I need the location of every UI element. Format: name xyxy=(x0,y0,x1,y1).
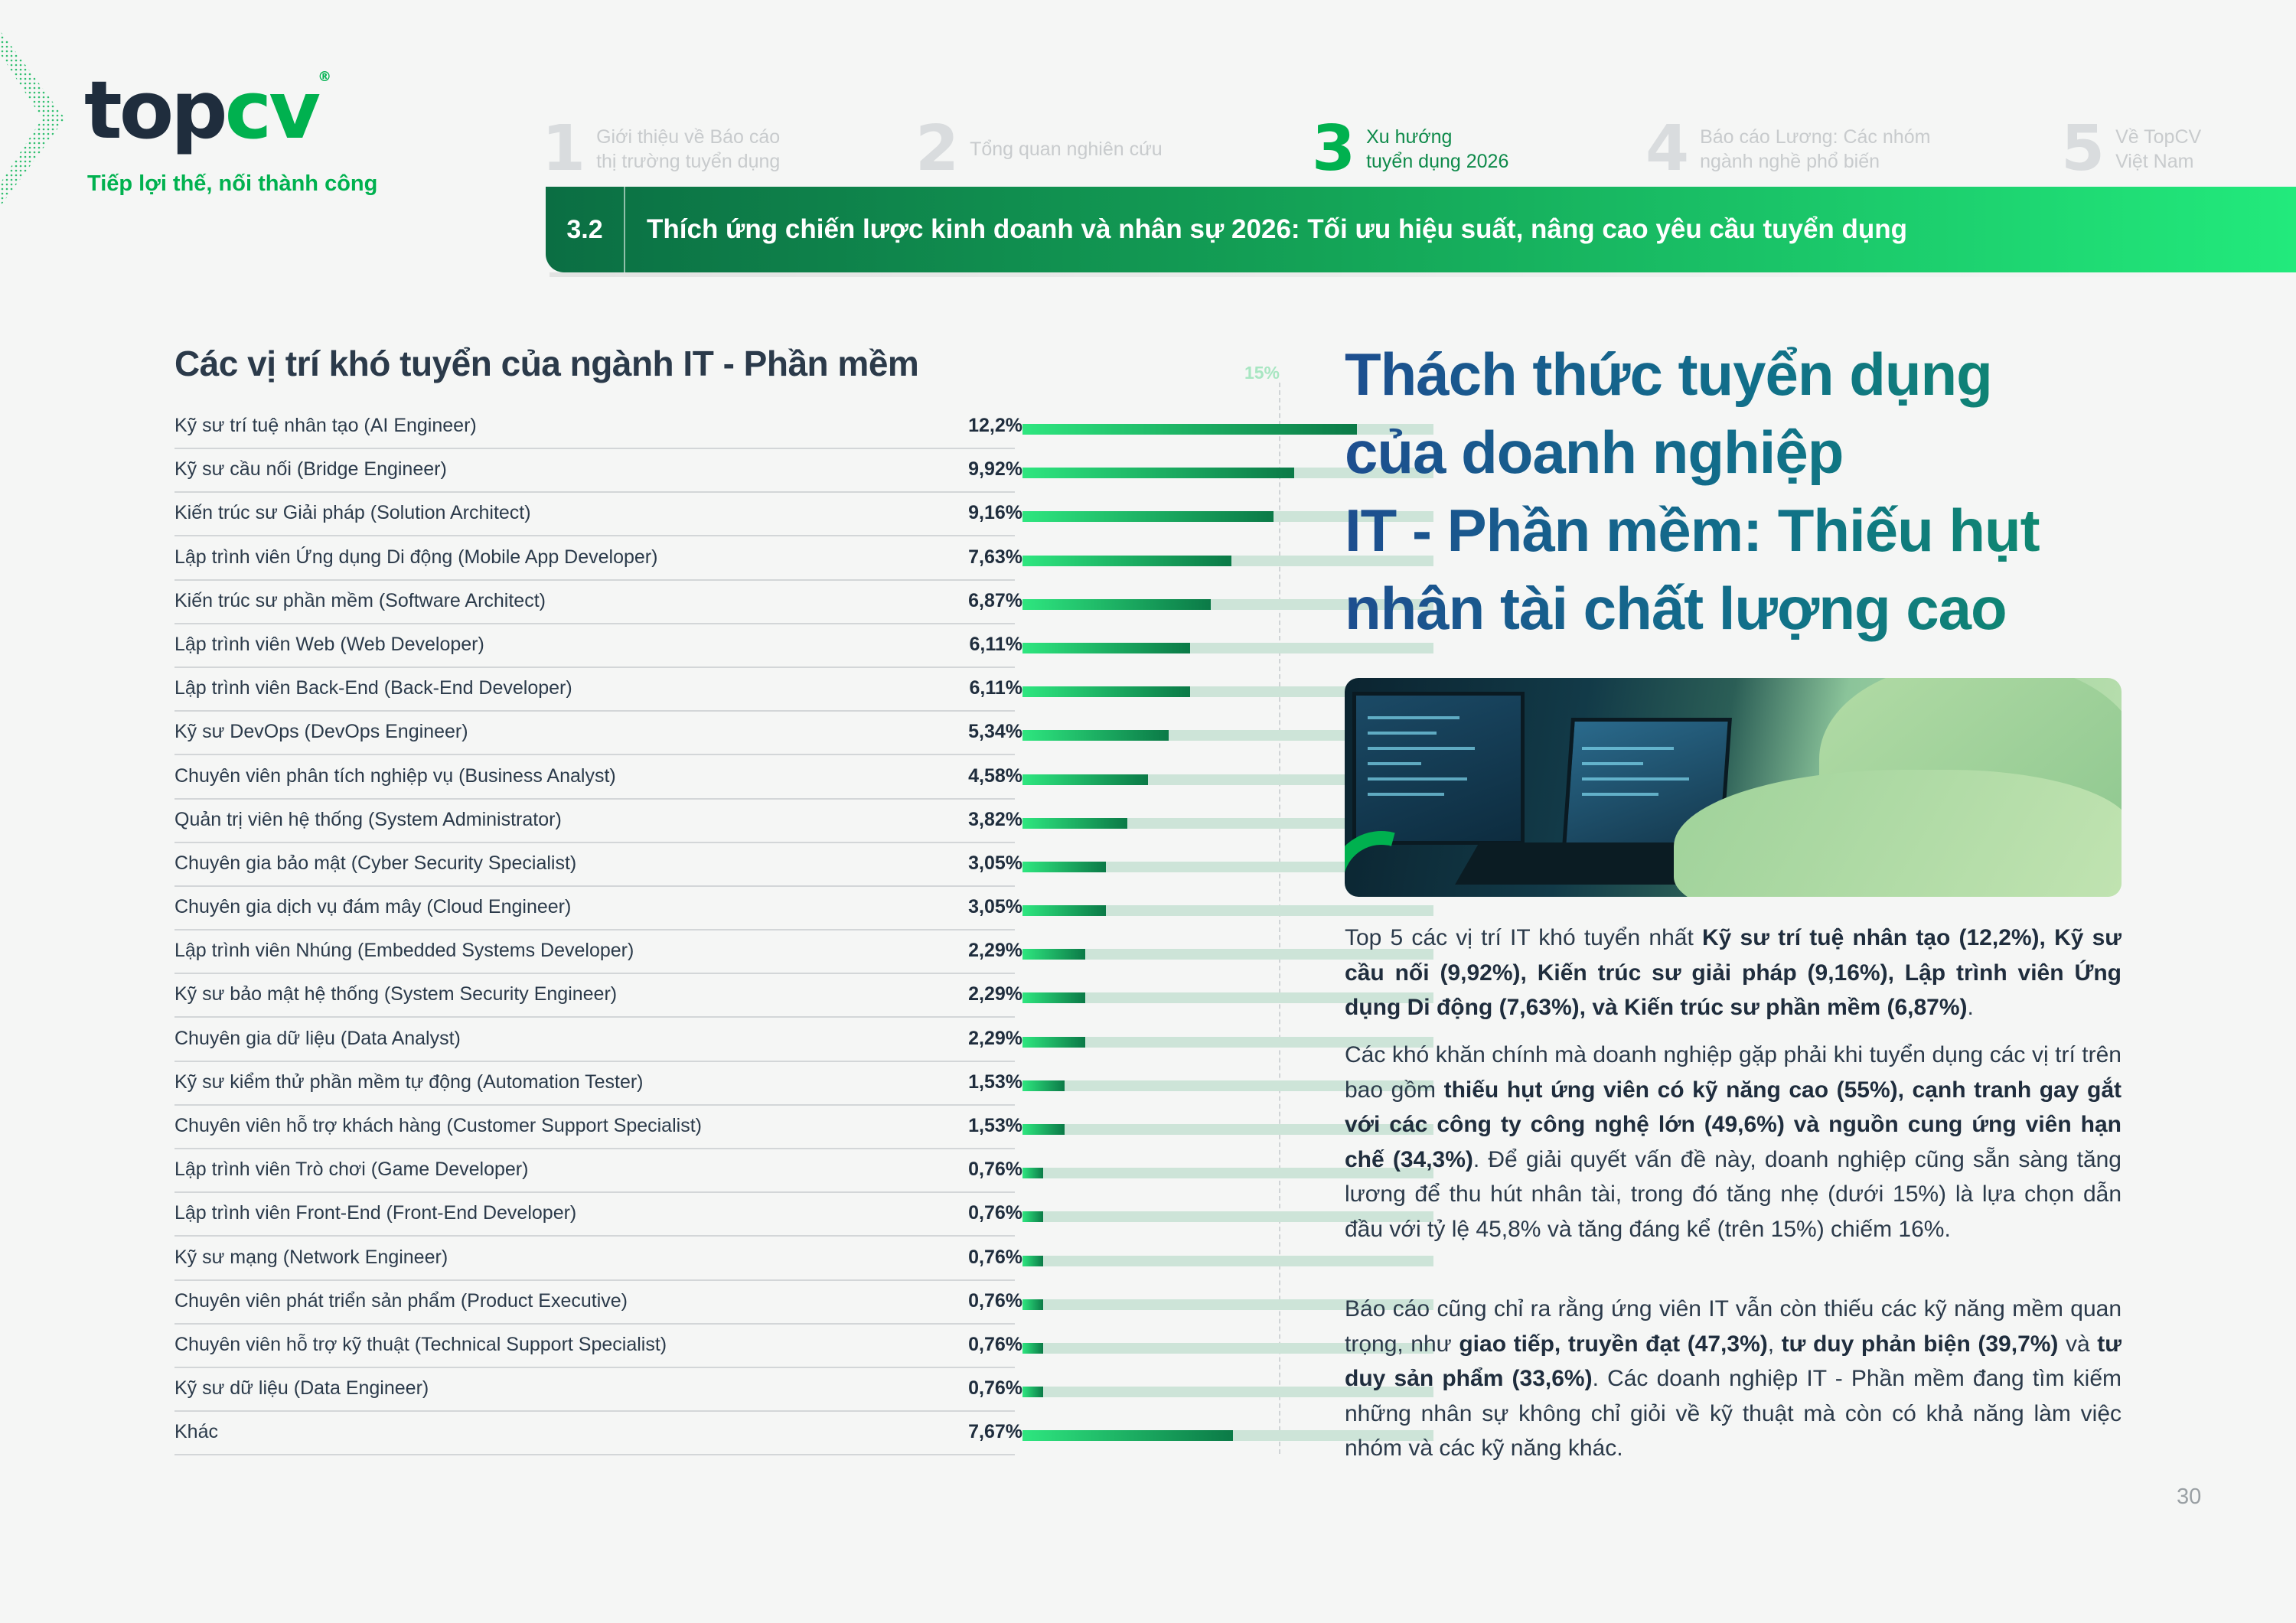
value-label: 3,82% xyxy=(968,808,1022,830)
value-label: 2,29% xyxy=(968,1027,1022,1049)
bar-chart xyxy=(174,406,1281,1456)
row-divider xyxy=(174,1454,1015,1455)
chart-row xyxy=(174,406,1281,449)
bar xyxy=(1022,1124,1065,1135)
section-banner xyxy=(546,187,2296,272)
paragraph-challenges xyxy=(1345,1038,2122,1247)
bar xyxy=(1022,556,1231,566)
step-number: 3 xyxy=(1312,112,1356,185)
step-number: 4 xyxy=(1645,112,1690,185)
step-label: Báo cáo Lương: Các nhóm xyxy=(1700,126,1931,148)
bar-track xyxy=(1022,905,1433,916)
bar xyxy=(1022,1211,1043,1222)
value-label: 6,11% xyxy=(969,633,1022,655)
value-label: 7,63% xyxy=(968,546,1022,568)
chart-row xyxy=(174,624,1281,668)
step-number: 5 xyxy=(2061,112,2105,185)
developer-photo xyxy=(1345,678,2122,897)
nav-step-2[interactable] xyxy=(915,107,1199,191)
page-number: 30 xyxy=(2177,1484,2202,1509)
nav-step-1[interactable] xyxy=(542,107,826,191)
monitor-left xyxy=(1352,692,1525,845)
bar xyxy=(1022,1343,1043,1354)
bar xyxy=(1022,599,1211,610)
value-label: 9,92% xyxy=(968,458,1022,481)
value-label: 12,2% xyxy=(968,415,1022,436)
value-label: 1,53% xyxy=(968,1115,1022,1136)
step-label: Tổng quan nghiên cứu xyxy=(970,139,1163,160)
body-text: . xyxy=(1967,995,1974,1020)
body-text: Top 5 các vị trí IT khó tuyển nhất xyxy=(1345,925,1702,950)
headline-line-4: nhân tài chất lượng cao xyxy=(1345,569,2263,647)
category-label: Lập trình viên Trò chơi (Game Developer) xyxy=(174,1159,529,1181)
value-label: 0,76% xyxy=(968,1333,1022,1355)
value-label: 7,67% xyxy=(968,1421,1022,1443)
bar xyxy=(1022,905,1106,916)
body-text: . Để giải quyết vấn đề này, doanh nghiệp cũng sẵn sàng tăng lương để thu hút nhân tài, trong đó tăng nhẹ (dưới 15%) là lựa chọn dẫn đầu với tỷ lệ 45,8% và tăng đáng kể (trên 15%) chiếm 16%. xyxy=(1345,1146,2122,1242)
value-label: 0,76% xyxy=(968,1289,1022,1312)
logo-decoration xyxy=(0,31,69,207)
bar xyxy=(1022,1080,1065,1091)
chart-row xyxy=(174,1062,1281,1106)
bar xyxy=(1022,511,1274,522)
emphasis-text: tư duy phản biện (39,7%) xyxy=(1781,1331,2059,1357)
person-arm xyxy=(1674,770,2122,897)
value-label: 6,11% xyxy=(969,677,1022,699)
category-label: Kỹ sư kiểm thử phần mềm tự động (Automation Tester) xyxy=(174,1071,644,1093)
section-number: 3.2 xyxy=(546,187,625,272)
body-text: . Các doanh nghiệp IT - Phần mềm đang tìm kiếm những nhân sự không chỉ giỏi về kỹ thuật mà còn có khả năng làm việc nhóm và các kỹ năng khác. xyxy=(1345,1366,2122,1461)
chart-row xyxy=(174,1368,1281,1412)
emphasis-text: thiếu hụt ứng viên có kỹ năng cao (55%), cạnh tranh gay gắt với các công ty công nghệ lớn (49,6%) và nguồn cung ứng viên hạn chế (34,3%) xyxy=(1345,1077,2122,1172)
chart-row xyxy=(174,1281,1281,1325)
category-label: Khác xyxy=(174,1421,218,1443)
step-label: Giới thiệu về Báo cáo xyxy=(596,126,781,148)
headline-line-3: IT - Phần mềm: Thiếu hụt xyxy=(1345,491,2263,569)
value-label: 3,05% xyxy=(968,896,1022,918)
chart-row xyxy=(174,449,1281,493)
page-headline xyxy=(1345,335,2263,647)
bar xyxy=(1022,992,1085,1003)
section-banner-shadow xyxy=(550,272,2296,277)
category-label: Chuyên viên hỗ trợ khách hàng (Customer Support Specialist) xyxy=(174,1115,702,1136)
category-label: Lập trình viên Back-End (Back-End Developer) xyxy=(174,677,572,699)
step-number: 2 xyxy=(915,112,960,185)
value-label: 0,76% xyxy=(968,1246,1022,1268)
category-label: Kiến trúc sư phần mềm (Software Architect) xyxy=(174,589,546,611)
value-label: 1,53% xyxy=(968,1071,1022,1093)
category-label: Chuyên gia dịch vụ đám mây (Cloud Engineer) xyxy=(174,896,572,918)
category-label: Lập trình viên Nhúng (Embedded Systems Developer) xyxy=(174,940,634,962)
bar xyxy=(1022,862,1106,872)
body-text: Báo cáo cũng chỉ ra rằng ứng viên IT vẫn còn thiếu các kỹ năng mềm quan trọng, như xyxy=(1345,1296,2122,1357)
bar xyxy=(1022,686,1190,697)
chart-row xyxy=(174,843,1281,887)
step-label: Xu hướng xyxy=(1366,126,1453,148)
bar xyxy=(1022,774,1148,785)
category-label: Lập trình viên Ứng dụng Di động (Mobile App Developer) xyxy=(174,546,658,568)
value-label: 0,76% xyxy=(968,1159,1022,1181)
bar xyxy=(1022,1168,1043,1178)
chart-max-label: 15% xyxy=(1244,363,1280,383)
chart-row xyxy=(174,1106,1281,1149)
bar xyxy=(1022,1387,1043,1397)
bar xyxy=(1022,818,1127,829)
chart-row xyxy=(174,800,1281,843)
chart-row xyxy=(174,668,1281,712)
chart-row xyxy=(174,756,1281,800)
nav-step-4[interactable] xyxy=(1645,107,1975,191)
chart-row xyxy=(174,537,1281,581)
step-label: Về TopCV xyxy=(2115,126,2202,148)
headline-line-2: của doanh nghiệp xyxy=(1345,413,2263,491)
category-label: Chuyên viên hỗ trợ kỹ thuật (Technical Support Specialist) xyxy=(174,1333,667,1355)
keyboard xyxy=(1455,842,1709,885)
chart-row xyxy=(174,1018,1281,1062)
body-text: Các khó khăn chính mà doanh nghiệp gặp phải khi tuyển dụng các vị trí trên bao gồm xyxy=(1345,1042,2122,1103)
chart-row xyxy=(174,712,1281,755)
chart-row xyxy=(174,1149,1281,1193)
bar xyxy=(1022,1037,1085,1048)
chart-row xyxy=(174,581,1281,624)
category-label: Kỹ sư cầu nối (Bridge Engineer) xyxy=(174,458,447,481)
nav-step-3[interactable] xyxy=(1301,107,1629,195)
chart-row xyxy=(174,887,1281,930)
value-label: 2,29% xyxy=(968,940,1022,962)
chart-row xyxy=(174,1237,1281,1281)
step-label-2: thị trường tuyển dụng xyxy=(596,151,781,172)
category-label: Chuyên viên phân tích nghiệp vụ (Business Analyst) xyxy=(174,764,616,787)
value-label: 0,76% xyxy=(968,1202,1022,1224)
value-label: 6,87% xyxy=(968,589,1022,611)
bar xyxy=(1022,1299,1043,1310)
bar xyxy=(1022,1430,1233,1441)
bar-track xyxy=(1022,1256,1433,1266)
category-label: Chuyên gia dữ liệu (Data Analyst) xyxy=(174,1027,461,1049)
chart-row xyxy=(174,1193,1281,1237)
value-label: 0,76% xyxy=(968,1377,1022,1400)
emphasis-text: tư duy sản phẩm (33,6%) xyxy=(1345,1331,2122,1391)
value-label: 4,58% xyxy=(968,764,1022,787)
category-label: Lập trình viên Front-End (Front-End Developer) xyxy=(174,1202,577,1224)
category-label: Quản trị viên hệ thống (System Administrator) xyxy=(174,808,562,830)
brand-tagline: Tiếp lợi thế, nối thành công xyxy=(87,171,378,196)
report-navigation xyxy=(536,107,2219,191)
chart-row xyxy=(174,1412,1281,1455)
bar xyxy=(1022,424,1357,435)
category-label: Kỹ sư bảo mật hệ thống (System Security Engineer) xyxy=(174,983,618,1005)
step-label-2: tuyển dụng 2026 xyxy=(1366,151,1509,172)
chart-row xyxy=(174,930,1281,974)
bar xyxy=(1022,949,1085,960)
bar xyxy=(1022,1256,1043,1266)
chart-row xyxy=(174,974,1281,1018)
chart-row xyxy=(174,1325,1281,1368)
paragraph-soft-skills xyxy=(1345,1292,2122,1466)
emphasis-text: Kỹ sư trí tuệ nhân tạo (12,2%), Kỹ sư cầu nối (9,92%), Kiến trúc sư giải pháp (9,16%), Lập trình viên Ứng dụng Di động (7,63%), và Kiến trúc sư phần mềm (6,87%) xyxy=(1345,925,2122,1020)
section-title: Thích ứng chiến lược kinh doanh và nhân sự 2026: Tối ưu hiệu suất, nâng cao yêu cầu tuyển dụng xyxy=(647,214,1908,244)
emphasis-text: giao tiếp, truyền đạt (47,3%) xyxy=(1459,1331,1768,1357)
bar xyxy=(1022,643,1190,653)
category-label: Kỹ sư dữ liệu (Data Engineer) xyxy=(174,1377,429,1400)
category-label: Chuyên viên phát triển sản phẩm (Product Executive) xyxy=(174,1289,628,1312)
bar xyxy=(1022,730,1169,741)
nav-step-5[interactable] xyxy=(2061,107,2238,191)
category-label: Kiến trúc sư Giải pháp (Solution Architect) xyxy=(174,502,531,524)
chart-title: Các vị trí khó tuyển của ngành IT - Phần mềm xyxy=(174,344,919,383)
chart-row xyxy=(174,493,1281,536)
body-text: và xyxy=(2058,1331,2098,1357)
category-label: Kỹ sư DevOps (DevOps Engineer) xyxy=(174,721,468,743)
category-label: Kỹ sư mạng (Network Engineer) xyxy=(174,1246,448,1268)
paragraph-top5 xyxy=(1345,921,2122,1025)
value-label: 3,05% xyxy=(968,852,1022,874)
bar xyxy=(1022,468,1294,478)
step-label-2: ngành nghề phổ biến xyxy=(1700,151,1880,172)
value-label: 9,16% xyxy=(968,502,1022,524)
category-label: Chuyên gia bảo mật (Cyber Security Specialist) xyxy=(174,852,577,874)
headline-line-1: Thách thức tuyển dụng xyxy=(1345,335,2263,413)
value-label: 2,29% xyxy=(968,983,1022,1005)
step-label-2: Việt Nam xyxy=(2115,151,2194,172)
body-text: , xyxy=(1767,1331,1782,1357)
step-number: 1 xyxy=(542,112,586,185)
category-label: Kỹ sư trí tuệ nhân tạo (AI Engineer) xyxy=(174,415,477,436)
value-label: 5,34% xyxy=(968,721,1022,743)
topcv-logo: topcv® xyxy=(84,64,332,157)
category-label: Lập trình viên Web (Web Developer) xyxy=(174,633,484,655)
